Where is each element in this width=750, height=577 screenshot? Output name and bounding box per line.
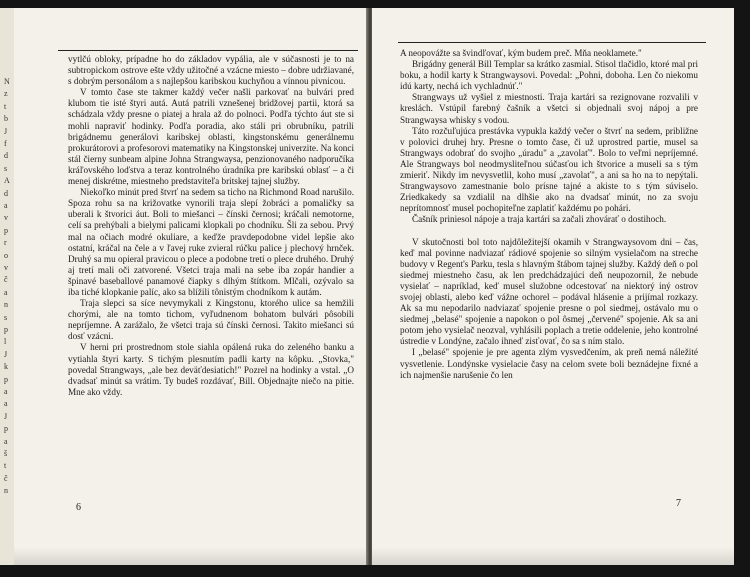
book-cover-bottom <box>0 565 750 577</box>
paragraph: Strangways už vyšiel z miestnosti. Traja kartári sa rezignovane rozvalili v kreslách. Vstúpil farebný čašník a všetci si objednali svoj nápoj a pre Strangwaysa whisky s vodou. <box>400 92 698 125</box>
edge-letter: A <box>4 176 10 186</box>
page-number-right: 7 <box>676 498 681 509</box>
edge-letter: f <box>4 139 7 148</box>
edge-letter: p <box>4 325 8 334</box>
edge-letter: l <box>4 337 7 347</box>
edge-letter: t <box>4 101 7 111</box>
edge-letter: n <box>4 486 8 496</box>
edge-letter: p <box>4 374 8 384</box>
book-cover-top <box>0 0 750 8</box>
edge-letter: J <box>4 349 8 359</box>
paragraph: Brigádny generál Bill Templar sa krátko zasmial. Stisol tlačidlo, ktoré mal pri boku, a hodil karty k Strangwaysovi. Povedal: „Pohni, doboha. Len čo niekomu idú karty, nechá ich vychladnúť." <box>400 59 698 92</box>
book-cover-right <box>734 0 750 577</box>
edge-letter: a <box>4 201 8 210</box>
page-number-left: 6 <box>76 502 81 513</box>
edge-letter: t <box>4 461 7 471</box>
edge-letter: r <box>4 238 7 248</box>
edge-letter: k <box>4 362 8 372</box>
edge-letter: d <box>4 188 8 198</box>
edge-letter: š <box>4 449 8 458</box>
edge-letter: s <box>4 312 8 322</box>
edge-letter: p <box>4 225 8 235</box>
edge-letter: č <box>4 275 8 285</box>
paragraph: A neopovážte sa švindľovať, kým budem preč. Mňa neoklamete." <box>400 48 642 58</box>
edge-letter: b <box>4 114 8 124</box>
edge-letter: n <box>4 300 8 310</box>
header-rule-left <box>58 50 358 51</box>
edge-letter: a <box>4 436 8 446</box>
right-page <box>372 8 734 565</box>
edge-letter: s <box>4 163 8 173</box>
edge-letter: v <box>4 263 8 272</box>
paragraph: V tomto čase ste takmer každý večer našli parkovať na bulvári pred klubom tie isté štyri autá. Autá patrili vznešenej bridžovej partii, ktorá sa schádzala vždy presne o piatej a hrala až do polnoci. Podľa týchto áut ste si mohli napraviť hodinky. Podľa poradia, ako stáli pri obrubníku, patrili brigádnemu generálovi karibskej oblasti, kingstonskému generálnemu prokurátorovi a profesorovi matematiky na Kingstonskej univerzite. Na konci stál čierny sunbeam alpine Johna Strangwaysa, penzionovaného nadporučíka kráľovského loďstva a teraz kontrolného úradníka pre karibskú oblasť – a či menej diskrétne, miestneho predstaviteľa britskej tajnej služby. <box>68 87 355 187</box>
edge-letter: N <box>4 77 10 86</box>
right-page-text <box>400 48 698 381</box>
paragraph: V herni pri prostrednom stole siahla opálená ruka do zeleného banku a vytiahla štyri karty. S tichým plesnutím padli karty na kôpku. „Stovka," povedal Strangways, „ale bez deväťdesiatich!" Pozrel na hodinky a vstal. „O dvadsať minút sa vrátim. Ty budeš rozdávať, Bill. Objednajte niečo na pitie. Mne ako vždy. <box>68 342 354 397</box>
paragraph: Táto rozčuľujúca prestávka vypukla každý večer o štvrť na sedem, približne v polovici druhej hry. Presne o tomto čase, či už uprostred partie, musel sa Strangways odobrať do svojho „úradu" a „zavolať". Bolo to veľmi nepríjemné. Ale Strangways bol neodmysliteľnou súčasťou ich štvorice a museli sa s tým zmieriť. Nikdy im nevysvetlil, koho musí „zavolať", a ani sa ho na to nepýtali. Strangwaysovo zamestnanie bolo prísne tajné a akiste to s tým súviselo. Zriedkakedy sa vzdialil na dlhšie ako na dvadsať minút, no za svoju neprítomnosť musel pochopiteľne zaplatiť každému po pohári. <box>400 125 698 214</box>
paragraph: Traja slepci sa síce nevymykali z Kingstonu, ktorého ulice sa hemžili chorými, ale na tomto tichom, vyľudnenom bohatom bulvári pôsobili nepríjemne. A zarážalo, že všetci traja sú čínski černosi. Takito miešanci sú dosť vzácni. <box>68 298 354 342</box>
edge-letter: z <box>4 89 8 99</box>
edge-letter: p <box>4 424 8 434</box>
paragraph: vytlčú obloky, prípadne ho do základov vypália, ale v súčasnosti je to na subtropickom ostrove ešte vždy užitočné a vzácne miesto – dobre udržiavané, s dobrým personálom a s najlepšou karibskou kuchyňou a vínnou pivnicou. <box>68 54 354 87</box>
edge-letter: v <box>4 213 8 223</box>
left-page <box>14 8 368 565</box>
edge-letter: o <box>4 250 8 260</box>
edge-letter: a <box>4 287 8 297</box>
edge-letter: J <box>4 126 8 136</box>
previous-page-edge <box>0 8 14 565</box>
paragraph: I „belasé" spojenie je pre agenta zlým vysvedčením, ak preň nemá náležité vysvetlenie. Londýnske vysielacie časy na celom svete boli beznádejne fixné a ich najmenšie narušenie čo len <box>400 347 698 380</box>
page-shadow <box>372 547 734 565</box>
edge-letter: č <box>4 473 8 483</box>
edge-letter: J <box>4 411 8 421</box>
paragraph: Čašník priniesol nápoje a traja kartári sa začali zhovárať o dostihoch. <box>412 214 667 225</box>
paragraph: Niekoľko minút pred štvrť na sedem sa ticho na Richmond Road narušilo. Spoza rohu sa na križovatke vynorili traja slepí žobráci a pomaličky sa uberali k štvorici áut. Boli to miešanci – čínski černosi; kráčali nemotorne, celí sa prehýbali a bielymi palicami klopkali po chodníku. Šli za sebou. Prvý mal na očiach modré okuliare, a keďže pravdepodobne videl lepšie ako ostatní, kráčal na čele a v ľavej ruke zvieral rúčku palice j plechový hrnček. Druhý sa mu opieral pravicou o plece a podobne tretí o plece druhého. Druhý aj tretí mali oči zatvorené. Všetci traja mali na sebe iba zopár handier a špinavé baseballové panamové čiapky s dlhým štítkom. Mlčali, ozývalo sa iba tiché klopkanie palíc, ako sa blížili tônistým chodníkom k autám. <box>68 187 354 297</box>
edge-letter: a <box>4 399 8 409</box>
page-shadow <box>14 547 368 565</box>
left-page-text <box>68 54 354 398</box>
edge-letter: a <box>4 387 8 396</box>
edge-letter: d <box>4 151 8 161</box>
paragraph: V skutočnosti bol toto najdôležitejší okamih v Strangwaysovom dni – čas, keď mal povinne nadviazať rádiové spojenie so silným vysielačom na streche budovy v Regent's Parku, tesla s hlavným štábom tajnej služby. Každý deň o pol siedmej miestneho času, ak len predchádzajúci deň neupozornil, že nebude vysielať – napríklad, keď musel služobne odcestovať na niektorý iný ostrov svojej oblasti, alebo keď vážne ochorel – podával hlásenie a prijímal rozkazy. Ak sa mu nepodarilo nadviazať spojenie presne o pol siedmej, ostávalo mu o siedmej „belasé" spojenie a napokon o pol ôsmej „červené" spojenie. Ak sa ani potom jeho vysielač neozval, vyhlásili poplach a tretie oddelenie, jeho kontrolné ústredie v Londýne, začalo ihneď zisťovať, čo sa s ním stalo. <box>400 236 698 347</box>
header-rule-right <box>398 42 706 43</box>
